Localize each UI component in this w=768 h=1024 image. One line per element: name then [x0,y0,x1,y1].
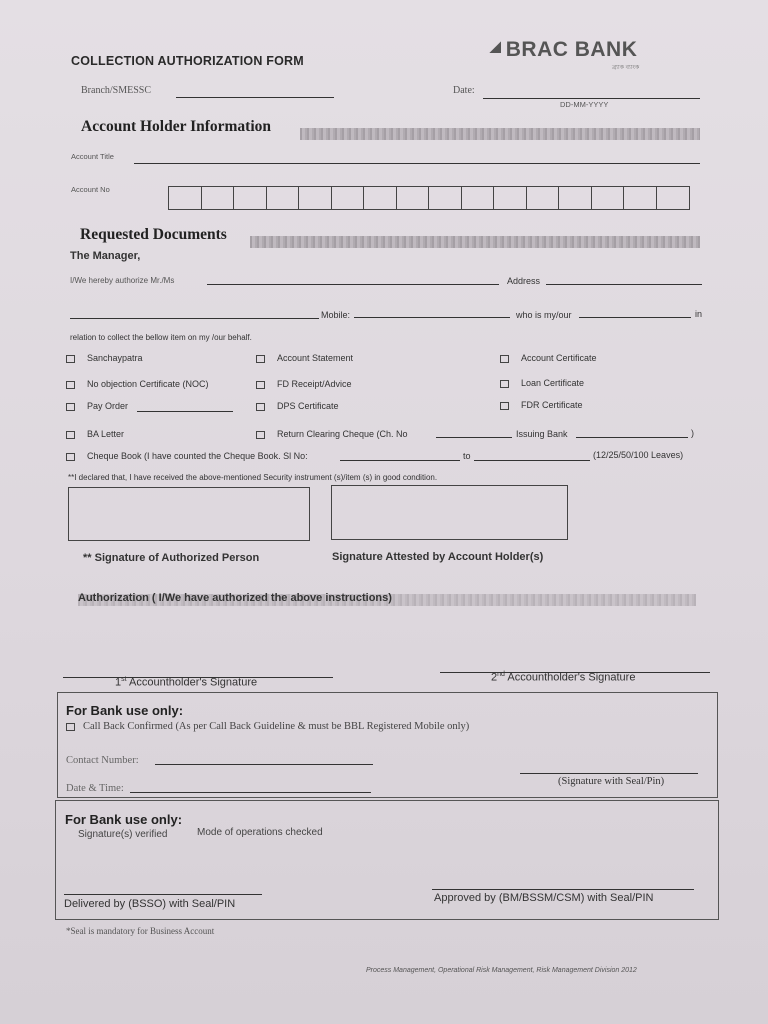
seal-note: *Seal is mandatory for Business Account [66,926,215,936]
declaration-text: **I declared that, I have received the above-mentioned Security instrument (s)/item (s) in good condition. [68,473,438,482]
date-format-hint: DD-MM-YYYY [560,100,609,109]
branch-field[interactable] [176,97,334,98]
approved-signature-line[interactable] [432,889,694,890]
in-word: in [695,309,703,319]
account-no-label: Account No [71,185,110,194]
checkbox-cheque-book[interactable] [66,451,308,461]
checkbox-icon [66,403,75,411]
item-label: Pay Order [87,401,129,411]
checkbox-account-statement[interactable] [256,353,353,363]
manager-text: The Manager, [70,250,141,262]
mobile-field[interactable] [354,317,510,318]
bank-signature-line[interactable] [520,773,698,774]
form-title: COLLECTION AUTHORIZATION FORM [71,54,304,68]
item-label: BA Letter [87,429,125,439]
checkbox-sanchaypatra[interactable] [66,353,143,363]
issuing-bank-label: Issuing Bank [516,429,568,439]
delivered-label: Delivered by (BSSO) with Seal/PIN [64,898,236,910]
signatures-verified-text: Signature(s) verified [78,829,168,840]
cheque-no-field[interactable] [436,437,512,438]
checkbox-return-cheque[interactable] [256,429,408,439]
section-bar [300,128,700,140]
logo-subtext: ব্র্যাক ব্যাংক [612,65,640,71]
checkbox-dps-certificate[interactable] [256,401,339,411]
item-label: Account Certificate [521,353,597,363]
delivered-signature-line[interactable] [64,894,262,895]
checkbox-fdr-certificate[interactable] [500,400,583,410]
date-time-label: Date & Time: [66,783,124,794]
authorized-person-signature-box[interactable] [68,487,310,541]
address-label: Address [507,276,541,286]
who-is-label: who is my/our [516,310,572,320]
item-label: Cheque Book (I have counted the Cheque Book. Sl No: [87,451,308,461]
checkbox-icon [500,355,509,363]
mode-checked-text: Mode of operations checked [197,827,323,838]
authorization-title: Authorization ( I/We have authorized the above instructions) [78,592,392,604]
checkbox-icon [66,431,75,439]
checkbox-fd-receipt[interactable] [256,379,352,389]
mobile-label: Mobile: [321,310,351,320]
checkbox-icon [66,453,75,461]
logo-mark-icon: ◢ [490,38,502,54]
date-label: Date: [453,85,475,96]
attested-label: Signature Attested by Account Holder(s) [332,551,544,563]
bank-use-heading-2: For Bank use only: [65,812,183,827]
checkbox-ba-letter[interactable] [66,429,124,439]
checkbox-icon [256,381,265,389]
item-label: Sanchaypatra [87,353,143,363]
checkbox-icon [66,355,75,363]
cheque-sl-from-field[interactable] [340,460,460,461]
date-field[interactable] [483,98,700,99]
item-label: No objection Certificate (NOC) [87,379,209,389]
leaves-text: (12/25/50/100 Leaves) [593,450,684,460]
checkbox-icon [66,381,75,389]
item-label: DPS Certificate [277,401,339,411]
logo-text: BRAC BANK [505,38,638,61]
checkbox-pay-order[interactable] [66,401,128,411]
authorize-text: I/We hereby authorize Mr./Ms [70,276,175,285]
item-label: Return Clearing Cheque (Ch. No [277,429,408,439]
account-holder-title: Account Holder Information [81,118,272,135]
to-word: to [463,451,471,461]
section-bar [250,236,700,248]
account-title-field[interactable] [134,163,700,164]
division-footer: Process Management, Operational Risk Management, Risk Management Division 2012 [366,967,637,974]
checkbox-noc[interactable] [66,379,209,389]
approved-label: Approved by (BM/BSSM/CSM) with Seal/PIN [434,892,654,904]
pay-order-field[interactable] [137,411,233,412]
issuing-bank-field[interactable] [576,437,688,438]
checkbox-icon [256,403,265,411]
call-back-checkbox[interactable]: Call Back Confirmed (As per Call Back Guideline & must be BBL Registered Mobile only) [66,721,469,732]
authorized-person-label: ** Signature of Authorized Person [83,552,260,564]
attested-signature-box[interactable] [331,485,568,540]
signature-seal-label: (Signature with Seal/Pin) [558,776,665,787]
checkbox-icon [66,723,75,731]
authorized-name-field[interactable] [207,284,499,285]
checkbox-account-certificate[interactable] [500,353,597,363]
account-title-label: Account Title [71,152,114,161]
holder1-signature-label: 1st Accountholder's Signature [115,676,258,689]
checkbox-icon [500,402,509,410]
holder2-signature-label: 2nd Accountholder's Signature [491,671,636,684]
brac-bank-logo [490,38,637,62]
cheque-sl-to-field[interactable] [474,460,590,461]
item-label: FDR Certificate [521,400,583,410]
contact-number-field[interactable] [155,764,373,765]
address-field-continued[interactable] [70,318,319,319]
close-paren: ) [691,428,694,438]
checkbox-icon [256,355,265,363]
item-label: Loan Certificate [521,378,585,388]
relation-text: relation to collect the bellow item on my /our behalf. [70,333,252,342]
branch-label: Branch/SMESSC [81,85,152,96]
item-label: FD Receipt/Advice [277,379,352,389]
contact-number-label: Contact Number: [66,755,139,766]
bank-use-heading-1: For Bank use only: [66,703,184,718]
relation-field[interactable] [579,317,691,318]
date-time-field[interactable] [130,792,371,793]
item-label: Account Statement [277,353,354,363]
checkbox-loan-certificate[interactable] [500,378,584,388]
account-no-boxes[interactable] [168,186,690,210]
checkbox-icon [256,431,265,439]
requested-docs-title: Requested Documents [80,226,227,243]
checkbox-icon [500,380,509,388]
address-field[interactable] [546,284,702,285]
